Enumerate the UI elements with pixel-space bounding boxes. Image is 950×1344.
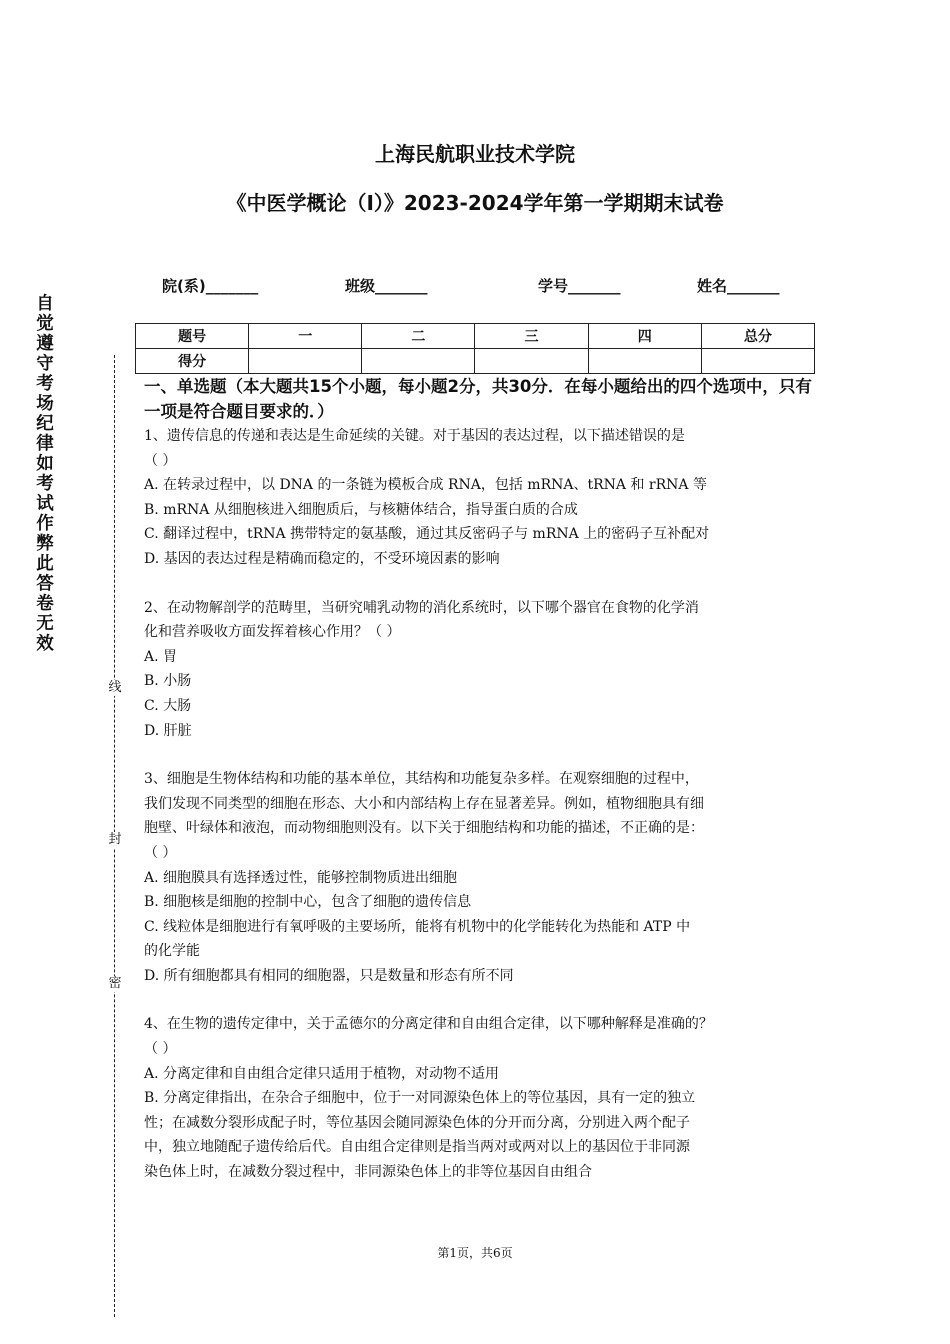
score-table [135, 323, 815, 374]
class-field[interactable]: 班级_______ [345, 277, 428, 295]
question-list [144, 424, 820, 1185]
score-header-cell: 四 [588, 324, 701, 349]
question-line: 我们发现不同类型的细胞在形态、大小和内部结构上存在显著差异。例如，植物细胞具有细 [144, 795, 704, 812]
score-table-header-row [136, 324, 815, 349]
score-row-label: 得分 [136, 349, 249, 374]
question-line: 染色体上时，在减数分裂过程中，非同源染色体上的非等位基因自由组合 [144, 1164, 592, 1181]
question-line: B. 分离定律指出，在杂合子细胞中，位于一对同源染色体上的等位基因，具有一定的独立 [144, 1090, 696, 1107]
question-line: C. 翻译过程中，tRNA 携带特定的氨基酸，通过其反密码子与 mRNA 上的密码子互补配对 [144, 526, 710, 543]
question-line: C. 线粒体是细胞进行有氧呼吸的主要场所，能将有机物中的化学能转化为热能和 ATP 中 [144, 918, 691, 935]
cut-label-line: 线 [106, 680, 124, 696]
score-cell-1[interactable] [249, 349, 362, 374]
question-line: 胞壁、叶绿体和液泡，而动物细胞则没有。以下关于细胞结构和功能的描述，不正确的是： [144, 820, 704, 837]
score-header-cell: 题号 [136, 324, 249, 349]
question-line: B. mRNA 从细胞核进入细胞质后，与核糖体结合，指导蛋白质的合成 [144, 501, 578, 518]
section-title: 一、单选题（本大题共15个小题，每小题2分，共30分．在每小题给出的四个选项中，只有一项是符合题目要求的．） [144, 377, 812, 421]
question-line: 性；在减数分裂形成配子时，等位基因会随同源染色体的分开而分离，分别进入两个配子 [144, 1114, 690, 1131]
question-line: B. 小肠 [144, 673, 192, 690]
school-title: 上海民航职业技术学院 [375, 142, 575, 166]
question-line: 的化学能 [144, 943, 200, 960]
question-line: 1、遗传信息的传递和表达是生命延续的关键。对于基因的表达过程，以下描述错误的是 [144, 428, 685, 444]
question-line: D. 所有细胞都具有相同的细胞器，只是数量和形态有所不同 [144, 967, 514, 984]
question-line: B. 细胞核是细胞的控制中心，包含了细胞的遗传信息 [144, 894, 472, 911]
question-line: 化和营养吸收方面发挥着核心作用？（ ） [144, 624, 401, 641]
score-header-cell: 二 [362, 324, 475, 349]
question-line: C. 大肠 [144, 697, 192, 714]
question-2 [144, 596, 820, 744]
question-line: D. 基因的表达过程是精确而稳定的，不受环境因素的影响 [144, 550, 500, 567]
score-cell-4[interactable] [588, 349, 701, 374]
score-cell-2[interactable] [362, 349, 475, 374]
question-gap [144, 572, 820, 596]
question-line: 4、在生物的遗传定律中，关于孟德尔的分离定律和自由组合定律，以下哪种解释是准确的？ [144, 1016, 713, 1033]
question-line: （ ） [144, 452, 177, 469]
score-cell-total[interactable] [701, 349, 814, 374]
cut-label-secret: 密 [106, 976, 124, 992]
cut-label-seal: 封 [106, 832, 124, 848]
score-header-cell: 三 [475, 324, 588, 349]
question-line: A. 细胞膜具有选择透过性，能够控制物质进出细胞 [144, 869, 458, 886]
page-footer: 第1页，共6页 [437, 1246, 513, 1260]
dept-field[interactable]: 院(系)_______ [162, 277, 259, 295]
score-header-cell: 总分 [701, 324, 814, 349]
question-line: A. 分离定律和自由组合定律只适用于植物，对动物不适用 [144, 1065, 500, 1082]
question-gap [144, 743, 820, 767]
question-line: A. 胃 [144, 648, 178, 665]
score-cell-3[interactable] [475, 349, 588, 374]
question-line: D. 肝脏 [144, 722, 192, 739]
question-line: 中，独立地随配子遗传给后代。自由组合定律则是指当两对或两对以上的基因位于非同源 [144, 1139, 690, 1156]
question-4 [144, 1012, 820, 1184]
exam-discipline-notice: 自觉遵守考场纪律如考试作弊此答卷无效 [36, 294, 54, 654]
exam-title: 《中医学概论（Ⅰ）》2023-2024学年第一学期期末试卷 [226, 191, 724, 215]
question-1 [144, 424, 820, 572]
question-line: （ ） [144, 844, 177, 861]
score-table-score-row [136, 349, 815, 374]
question-line: A. 在转录过程中，以 DNA 的一条链为模板合成 RNA，包括 mRNA、tRNA 和 rRNA 等 [144, 477, 707, 494]
score-header-cell: 一 [249, 324, 362, 349]
question-3 [144, 767, 820, 988]
question-line: 2、在动物解剖学的范畴里，当研究哺乳动物的消化系统时，以下哪个器官在食物的化学消 [144, 599, 699, 616]
student-id-field[interactable]: 学号_______ [538, 277, 621, 295]
name-field[interactable]: 姓名_______ [697, 277, 780, 295]
exam-content [144, 374, 820, 1185]
question-line: 3、细胞是生物体结构和功能的基本单位，其结构和功能复杂多样。在观察细胞的过程中， [144, 771, 699, 788]
question-gap [144, 988, 820, 1012]
question-line: （ ） [144, 1041, 177, 1058]
